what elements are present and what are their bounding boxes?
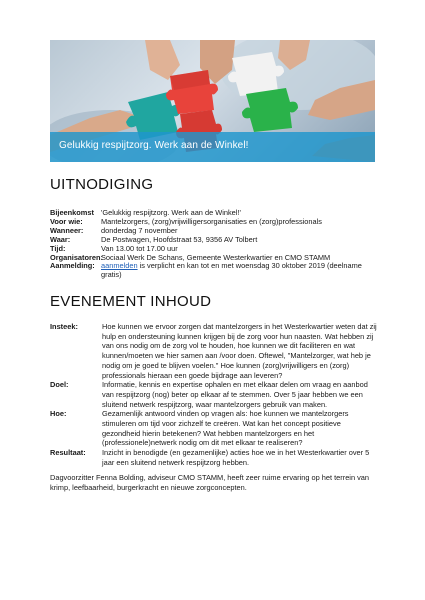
registration-note: is verplicht en kan tot en met woensdag 30 oktober 2019 (deelname gratis) [101, 261, 362, 280]
event-row-approach [50, 322, 380, 380]
detail-row-registration [50, 262, 380, 280]
detail-value: Mantelzorgers, (zorg)vrijwilligersorganisaties en (zorg)professionals [101, 216, 322, 226]
detail-value: 'Gelukkig respijtzorg. Werk aan de Winkel!' [101, 208, 241, 217]
hero-banner [50, 40, 375, 162]
detail-label: Organisatoren: [50, 252, 103, 262]
detail-label: Voor wie: [50, 216, 83, 226]
detail-label: Wanneer: [50, 225, 84, 235]
event-label: Insteek: [50, 322, 78, 331]
invitation-heading: UITNODIGING [50, 176, 154, 193]
register-link[interactable]: aanmelden [101, 261, 138, 271]
detail-row-location [50, 236, 380, 245]
detail-label: Bijeenkomst [50, 208, 94, 217]
detail-row-audience [50, 218, 380, 227]
detail-value: donderdag 7 november [101, 225, 178, 235]
event-label: Hoe: [50, 409, 67, 419]
event-label: Doel: [50, 380, 69, 390]
registration-text [101, 262, 380, 280]
chair-paragraph: Dagvoorzitter Fenna Bolding, adviseur CMO STAMM, heeft zeer ruime ervaring op het terrein van krimp, leefbaarheid, burgerkracht en nieuwe zorgconcepten. [50, 473, 370, 492]
detail-label: Tijd: [50, 243, 66, 253]
event-value: Hoe kunnen we ervoor zorgen dat mantelzorgers in het Westerkwartier weten dat zij hulp en ondersteuning kunnen krijgen bij de zorg voor hun naasten. Wat hebben zij van ons nodig om de zorg vol te houden, hoe kunnen we dit faciliteren en wat kunnen/moeten we hier samen aan /voor doen. Oftewel, "Mantelzorger, wat heb je nodig om je goed te blijven voelen." Hoe kunnen (zorg)vrijwilligers en (zorg) professionals hieraan een goede bijdrage aan leveren? [102, 322, 377, 380]
event-value: Gezamenlijk antwoord vinden op vragen als: hoe kunnen we mantelzorgers stimuleren om tijd voor zichzelf te creëren. Wat kan het concept positieve gezondheid hierin betekenen? Wat hebben mantelzorgers en het (professionele)netwerk nodig om dit met elkaar te realiseren? [102, 409, 349, 448]
detail-label: Aanmelding: [50, 261, 95, 271]
hero-caption-text: Gelukkig respijtzorg. Werk aan de Winkel! [59, 140, 249, 151]
event-value: Inzicht in benodigde (en gezamenlijke) acties hoe we in het Westerkwartier over 5 jaar een sluitend netwerk respijtzorg hebben. [102, 448, 370, 467]
event-label: Resultaat: [50, 448, 86, 458]
event-row-result [50, 448, 380, 467]
event-row-goal [50, 380, 380, 409]
detail-value: Sociaal Werk De Schans, Gemeente Westerkwartier en CMO STAMM [101, 252, 331, 262]
detail-value: Van 13.00 tot 17.00 uur [101, 243, 178, 253]
event-heading: EVENEMENT INHOUD [50, 293, 212, 310]
hero-caption-bar [50, 132, 375, 162]
event-details [50, 322, 380, 468]
detail-value: De Postwagen, Hoofdstraat 53, 9356 AV Tolbert [101, 234, 258, 244]
event-value: Informatie, kennis en expertise ophalen en met elkaar delen om vraag en aanbod van respijtzorg (nog) beter op elkaar af te stemmen. Over 5 jaar hebben we een sluitend netwerk respijtzorg, waar mantelzorgers gebruik van maken. [102, 380, 368, 409]
detail-label: Waar: [50, 234, 71, 244]
invitation-details [50, 209, 380, 280]
event-row-how [50, 409, 380, 448]
